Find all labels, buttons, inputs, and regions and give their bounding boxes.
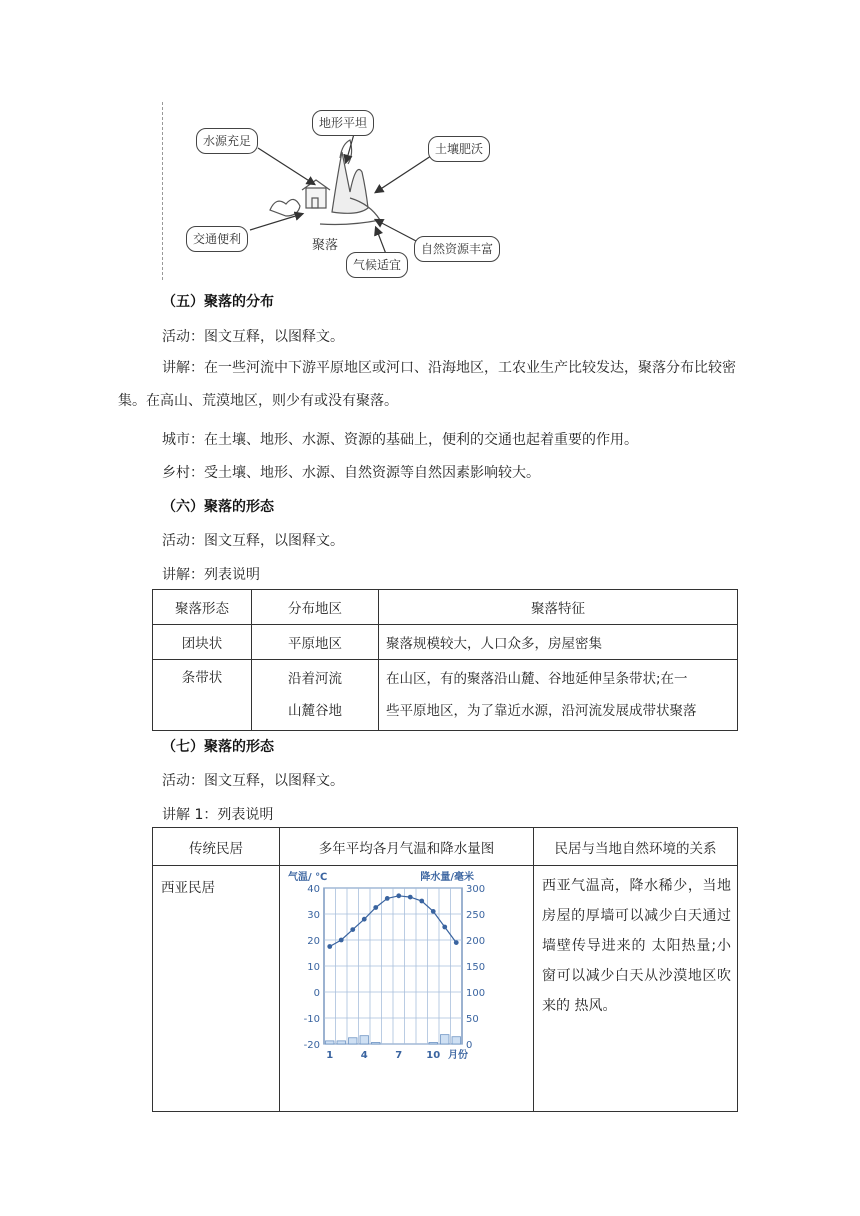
- section6-activity: 活动：图文互释，以图释文。: [162, 533, 344, 549]
- table-row: [153, 660, 738, 731]
- cell-line: 沿着河流: [288, 671, 342, 687]
- x-tick-label: 1: [326, 1050, 334, 1061]
- village-sketch: [270, 140, 380, 225]
- table-cell: [379, 660, 738, 731]
- table-header: 多年平均各月气温和降水量图: [280, 828, 534, 866]
- left-tick-label: 20: [307, 936, 320, 947]
- chart-cell: [280, 866, 534, 1112]
- table-header: 聚落特征: [379, 590, 738, 625]
- table-header-row: [153, 828, 738, 866]
- temperature-point: [396, 893, 401, 898]
- tag-transport: 交通便利: [186, 226, 248, 252]
- tag-terrain: 地形平坦: [312, 110, 374, 136]
- temperature-point: [419, 899, 424, 904]
- temperature-point: [350, 927, 355, 932]
- left-tick-label: -10: [303, 1014, 320, 1025]
- right-axis-title: 降水量/毫米: [420, 872, 474, 883]
- temperature-point: [327, 944, 332, 949]
- settlement-form-table: [152, 589, 738, 731]
- section6-explain: 讲解：列表说明: [162, 567, 260, 583]
- tag-climate: 气候适宜: [346, 252, 408, 278]
- table-row: [153, 625, 738, 660]
- precipitation-bar: [441, 1035, 450, 1044]
- left-tick-label: 10: [307, 962, 320, 973]
- dwelling-table: [152, 827, 738, 1112]
- left-tick-label: 40: [307, 884, 320, 895]
- temperature-point: [408, 895, 413, 900]
- x-tick-label: 10: [426, 1050, 441, 1061]
- right-tick-label: 200: [466, 936, 486, 947]
- table-row: [153, 866, 738, 1112]
- precipitation-bar: [360, 1036, 369, 1044]
- settlement-factors-diagram: [162, 102, 542, 280]
- right-tick-label: 0: [466, 1040, 473, 1051]
- temperature-point: [442, 925, 447, 930]
- tag-soil: 土壤肥沃: [428, 136, 490, 162]
- temperature-point: [339, 938, 344, 943]
- climate-chart: [280, 866, 533, 1066]
- section7-explain: 讲解 1：列表说明: [162, 807, 274, 823]
- precipitation-bar: [326, 1041, 335, 1044]
- right-tick-label: 300: [466, 884, 486, 895]
- right-tick-label: 50: [466, 1014, 479, 1025]
- section5-activity: 活动：图文互释，以图释文。: [162, 329, 344, 345]
- precipitation-bar: [349, 1038, 358, 1044]
- right-tick-label: 250: [466, 910, 486, 921]
- tag-water: 水源充足: [196, 128, 258, 154]
- temperature-point: [385, 896, 390, 901]
- table-cell: 团块状: [153, 625, 252, 660]
- x-tick-label: 7: [395, 1050, 403, 1061]
- right-tick-label: 150: [466, 962, 486, 973]
- table-cell: 西亚民居: [153, 866, 280, 1112]
- table-header: 传统民居: [153, 828, 280, 866]
- precipitation-bar: [429, 1042, 438, 1044]
- table-cell: 聚落规模较大，人口众多，房屋密集: [379, 625, 738, 660]
- temperature-point: [431, 909, 436, 914]
- section7-heading: （七）聚落的形态: [162, 739, 274, 755]
- left-tick-label: -20: [303, 1040, 320, 1051]
- x-tick-label: 4: [360, 1050, 368, 1061]
- table-cell: 条带状: [153, 660, 252, 731]
- temperature-point: [362, 917, 367, 922]
- section6-heading: （六）聚落的形态: [162, 499, 274, 515]
- table-header: 民居与当地自然环境的关系: [534, 828, 738, 866]
- precipitation-bar: [372, 1042, 381, 1044]
- table-header: 分布地区: [252, 590, 379, 625]
- left-tick-label: 0: [313, 988, 320, 999]
- table-cell: [252, 660, 379, 731]
- precipitation-bar: [337, 1041, 346, 1044]
- left-tick-label: 30: [307, 910, 320, 921]
- section5-heading: （五）聚落的分布: [162, 294, 274, 310]
- table-header-row: [153, 590, 738, 625]
- section5-explain: 讲解：在一些河流中下游平原地区或河口、沿海地区，工农业生产比较发达，聚落分布比较密集。在高山、荒漠地区，则少有或没有聚落。: [118, 360, 736, 409]
- temperature-point: [454, 940, 459, 945]
- temperature-point: [373, 905, 378, 910]
- table-cell: 平原地区: [252, 625, 379, 660]
- tag-resources: 自然资源丰富: [414, 236, 500, 262]
- x-axis-title: 月份: [448, 1050, 468, 1061]
- relation-text: 西亚气温高，降水稀少，当地房屋的厚墙可以减少白天通过墙壁传导进来的 太阳热量;小窗可以减少白天从沙漠地区吹来的 热风。: [534, 866, 738, 1112]
- diagram-center-label: 聚落: [312, 238, 339, 253]
- left-axis-title: 气温/ ℃: [288, 872, 328, 883]
- section5-village: 乡村：受土壤、地形、水源、自然资源等自然因素影响较大。: [162, 465, 540, 481]
- right-tick-label: 100: [466, 988, 486, 999]
- precipitation-bar: [452, 1037, 461, 1044]
- cell-line: 些平原地区，为了靠近水源，沿河流发展成带状聚落: [386, 703, 697, 719]
- table-header: 聚落形态: [153, 590, 252, 625]
- section5-city: 城市：在土壤、地形、水源、资源的基础上，便利的交通也起着重要的作用。: [162, 432, 638, 448]
- section7-activity: 活动：图文互释，以图释文。: [162, 773, 344, 789]
- cell-line: 山麓谷地: [288, 703, 342, 719]
- cell-line: 在山区，有的聚落沿山麓、谷地延伸呈条带状;在一: [386, 671, 688, 687]
